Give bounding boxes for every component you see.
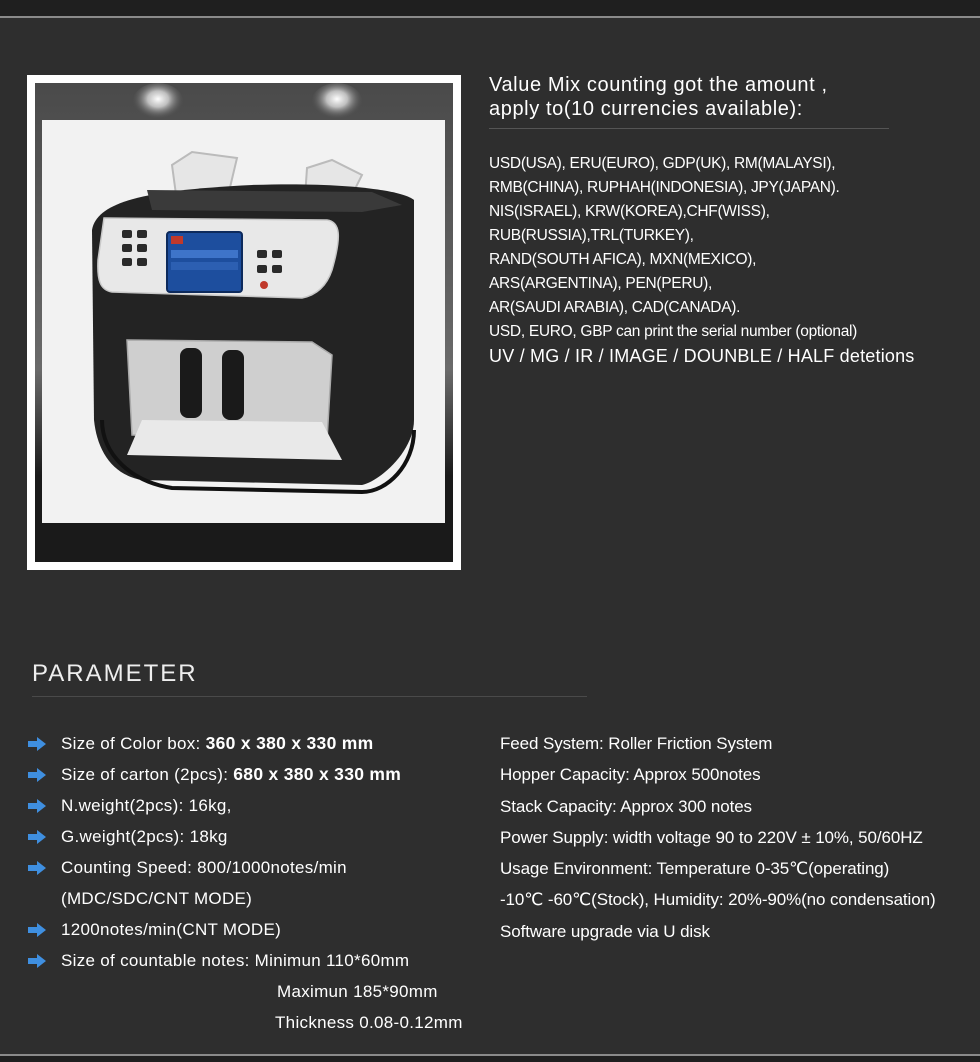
spotlight-icon <box>35 83 453 123</box>
spec-row-continuation <box>28 976 498 1007</box>
currency-line: ARS(ARGENTINA), PEN(PERU), <box>489 275 712 292</box>
currency-line: NIS(ISRAEL), KRW(KOREA),CHF(WISS), <box>489 203 770 220</box>
currency-line: RUB(RUSSIA),TRL(TURKEY), <box>489 227 694 244</box>
currency-heading-line2: apply to(10 currencies available): <box>489 98 803 120</box>
spec-row <box>28 759 498 790</box>
arrow-right-icon <box>28 914 48 945</box>
currency-line: USD(USA), ERU(EURO), GDP(UK), RM(MALAYSI), <box>489 155 836 172</box>
currency-heading <box>489 73 909 121</box>
spec-row <box>28 914 498 945</box>
spec-line: Stack Capacity: Approx 300 notes <box>500 796 752 816</box>
parameter-title: PARAMETER <box>32 660 198 687</box>
top-divider <box>0 16 980 18</box>
spec-label: Size of Color box: <box>61 734 206 753</box>
spec-label: 1200notes/min(CNT MODE) <box>61 920 282 939</box>
currency-line: RAND(SOUTH AFICA), MXN(MEXICO), <box>489 251 757 268</box>
detection-features: UV / MG / IR / IMAGE / DOUNBLE / HALF detetions <box>489 346 915 366</box>
spec-row <box>28 821 498 852</box>
spec-value: 680 x 380 x 330 mm <box>233 764 402 784</box>
spec-line: Feed System: Roller Friction System <box>500 734 773 753</box>
spec-label: Counting Speed: 800/1000notes/min <box>61 858 347 877</box>
currency-heading-divider <box>489 128 889 129</box>
arrow-right-icon <box>28 945 48 976</box>
spec-row <box>28 728 498 759</box>
top-strip <box>0 0 980 16</box>
spec-row-continuation <box>28 1007 498 1038</box>
arrow-right-icon <box>28 759 48 790</box>
spec-label: Size of countable notes: Minimun 110*60mm <box>61 951 410 970</box>
arrow-right-icon <box>28 790 48 821</box>
spec-label: N.weight(2pcs): 16kg, <box>61 796 232 815</box>
spec-line: Usage Environment: Temperature 0-35℃(operating) <box>500 859 890 879</box>
spec-label: Thickness 0.08-0.12mm <box>275 1013 463 1032</box>
spec-row-continuation <box>28 883 498 914</box>
spec-label: (MDC/SDC/CNT MODE) <box>61 889 253 908</box>
spec-line: Power Supply: width voltage 90 to 220V ± 10%, 50/60HZ <box>500 827 923 847</box>
spec-line: Software upgrade via U disk <box>500 921 710 941</box>
product-photo <box>42 120 445 523</box>
spec-label: Size of carton (2pcs): <box>61 765 234 784</box>
banknote-counter-machine-icon <box>42 120 445 523</box>
currency-line: RMB(CHINA), RUPHAH(INDONESIA), JPY(JAPAN). <box>489 179 840 196</box>
parameter-right-list <box>500 728 975 947</box>
product-photo-backdrop <box>35 83 453 562</box>
spec-row <box>28 852 498 883</box>
bottom-strip <box>0 1056 980 1062</box>
arrow-right-icon <box>28 852 48 883</box>
spec-value: 360 x 380 x 330 mm <box>205 733 374 753</box>
spec-line: -10℃ -60℃(Stock), Humidity: 20%-90%(no condensation) <box>500 890 936 910</box>
product-photo-frame <box>27 75 461 570</box>
spec-row <box>28 790 498 821</box>
spec-label: Maximun 185*90mm <box>277 982 438 1001</box>
arrow-right-icon <box>28 821 48 852</box>
spec-label: G.weight(2pcs): 18kg <box>61 827 228 846</box>
currency-heading-line1: Value Mix counting got the amount , <box>489 74 828 96</box>
parameter-divider <box>32 696 587 697</box>
spec-row <box>28 945 498 976</box>
arrow-right-icon <box>28 728 48 759</box>
currency-list <box>489 152 969 368</box>
parameter-left-list <box>28 728 498 1038</box>
currency-line: AR(SAUDI ARABIA), CAD(CANADA). <box>489 299 741 316</box>
currency-line: USD, EURO, GBP can print the serial number (optional) <box>489 323 858 340</box>
spec-line: Hopper Capacity: Approx 500notes <box>500 765 761 785</box>
